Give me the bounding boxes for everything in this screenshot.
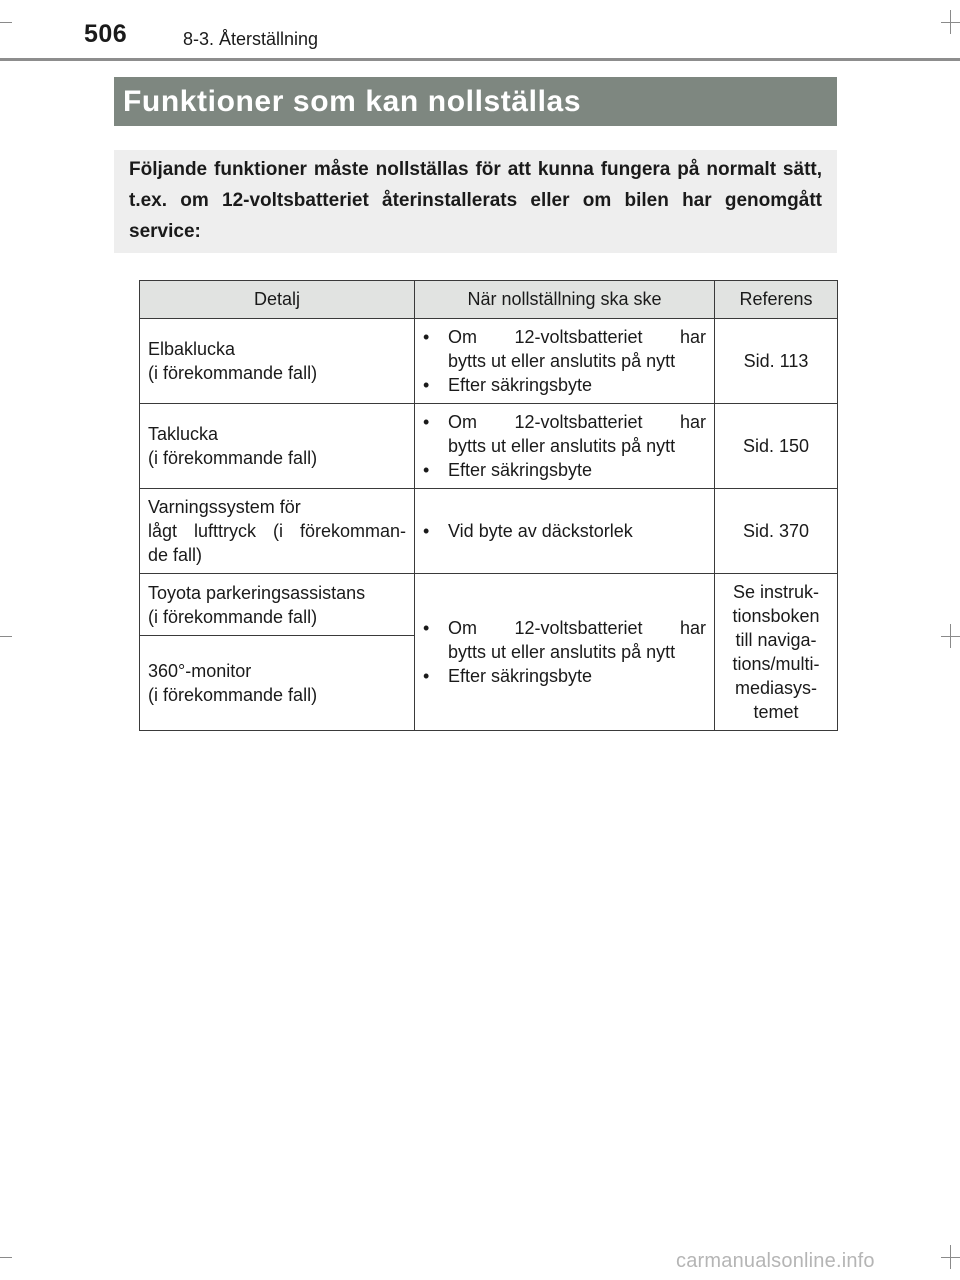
- detail-line: 360°-monitor: [148, 661, 252, 681]
- when-cell: [415, 319, 715, 404]
- reference-cell: Sid. 113: [715, 319, 838, 404]
- list-item: [423, 664, 706, 688]
- table-row: [140, 404, 838, 489]
- crop-mark: [950, 624, 951, 648]
- table-header-row: [140, 281, 838, 319]
- bullet-line: Vid byte av däckstorlek: [448, 521, 633, 541]
- list-item: [423, 616, 706, 664]
- bullet-line: Om 12-voltsbatteriet har: [448, 618, 706, 638]
- bullet-line: bytts ut eller anslutits på nytt: [448, 351, 676, 371]
- detail-line: Taklucka: [148, 424, 219, 444]
- bullet-icon: •: [423, 460, 430, 480]
- bullet-icon: •: [423, 666, 430, 686]
- bullet-icon: •: [423, 412, 430, 432]
- reference-line: tionsboken: [732, 606, 820, 626]
- reference-cell: Sid. 370: [715, 489, 838, 574]
- bullet-icon: •: [423, 327, 430, 347]
- bullet-line: Om 12-voltsbatteriet har: [448, 412, 706, 432]
- bullet-line: Efter säkringsbyte: [448, 460, 593, 480]
- reference-cell: [715, 574, 838, 731]
- crop-mark: [0, 636, 12, 637]
- bullet-line: Om 12-voltsbatteriet har: [448, 327, 706, 347]
- detail-line: de fall): [148, 545, 203, 565]
- reference-line: till naviga-: [735, 630, 817, 650]
- header-rule: [0, 58, 960, 61]
- page-number: 506: [84, 20, 128, 48]
- crop-mark: [0, 22, 12, 23]
- column-header-detail: Detalj: [140, 281, 415, 319]
- list-item: [423, 325, 706, 373]
- column-header-reference: Referens: [715, 281, 838, 319]
- column-header-when: När nollställning ska ske: [415, 281, 715, 319]
- when-cell: [415, 404, 715, 489]
- detail-line: Toyota parkeringsassistans: [148, 582, 366, 603]
- bullet-icon: •: [423, 521, 430, 541]
- page-title: Funktioner som kan nollställas: [114, 77, 837, 126]
- list-item: [423, 373, 706, 397]
- crop-mark: [950, 1245, 951, 1269]
- reset-table: [139, 280, 838, 731]
- footer-watermark: carmanualsonline.info: [676, 1250, 875, 1272]
- table-row: [140, 319, 838, 404]
- reference-line: temet: [753, 702, 799, 722]
- list-item: [423, 458, 706, 482]
- bullet-line: Efter säkringsbyte: [448, 666, 593, 686]
- bullet-icon: •: [423, 618, 430, 638]
- detail-line: lågt lufttryck (i förekomman-: [148, 521, 406, 541]
- detail-cell: [140, 404, 415, 489]
- reference-line: tions/multi-: [732, 654, 820, 674]
- detail-line: Varningssystem för: [148, 497, 301, 517]
- crop-mark: [0, 1257, 12, 1258]
- crop-mark: [950, 10, 951, 34]
- bullet-line: bytts ut eller anslutits på nytt: [448, 436, 676, 456]
- detail-cell: [140, 574, 415, 636]
- when-cell: [415, 574, 715, 731]
- table-row: [140, 489, 838, 574]
- reference-cell: Sid. 150: [715, 404, 838, 489]
- bullet-line: Efter säkringsbyte: [448, 375, 593, 395]
- when-cell: [415, 489, 715, 574]
- detail-cell: [140, 636, 415, 731]
- intro-box: [114, 150, 837, 253]
- reference-line: mediasys-: [734, 678, 818, 698]
- table-row: [140, 574, 838, 636]
- detail-cell: [140, 489, 415, 574]
- detail-line: (i förekommande fall): [148, 363, 318, 383]
- section-label: 8-3. Återställning: [183, 29, 319, 49]
- bullet-icon: •: [423, 375, 430, 395]
- reference-line: Se instruk-: [732, 582, 820, 602]
- detail-cell: [140, 319, 415, 404]
- list-item: [423, 410, 706, 458]
- detail-line: Elbaklucka: [148, 339, 236, 359]
- bullet-line: bytts ut eller anslutits på nytt: [448, 642, 676, 662]
- detail-line: (i förekommande fall): [148, 606, 318, 627]
- intro-text: Följande funktioner måste nollställas för att kunna fungera på normalt sätt, t.ex. om 12-voltsbatteriet återinstallerats eller om bilen har genomgått service:: [129, 159, 822, 242]
- detail-line: (i förekommande fall): [148, 448, 318, 468]
- detail-line: (i förekommande fall): [148, 685, 318, 705]
- list-item: [423, 519, 706, 543]
